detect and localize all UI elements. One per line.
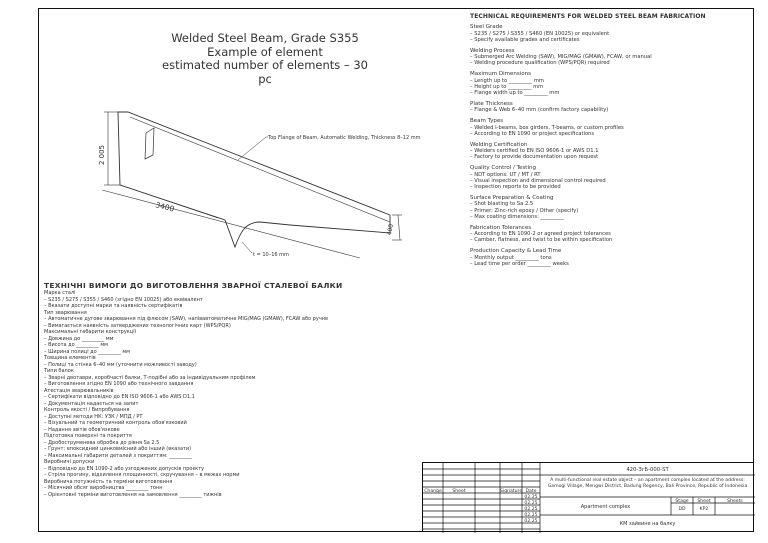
stamp-sheet-col-label: Sheet <box>452 488 466 494</box>
tech-req-item: – Factory to provide documentation upon request <box>470 154 599 161</box>
stamp-date-value: 02.25 <box>524 506 538 512</box>
ua-requirement-line: – Надання звітів обов'язкове <box>44 426 120 433</box>
flange-callout: Top Flange of Beam, Automatic Welding, Thickness 8–12 mm <box>268 135 421 141</box>
stamp-date-value: 02.25 <box>524 512 538 518</box>
ua-requirement-line: – Місячний обсяг виробництва _________ тонн <box>44 485 163 491</box>
stamp-sheet-label: Sheet <box>697 498 711 504</box>
tech-req-section-title: Beam Types <box>470 118 504 125</box>
stamp-description: A multi-functional real estate object – an apartment complex located at the address: Gamogi Village, Mengwi District, Badung Regency, Bali Province, Republic of Indonesia <box>547 478 748 489</box>
tech-req-item: – Length up to _________ mm <box>470 77 544 84</box>
tech-req-section <box>470 118 750 137</box>
ua-requirement-line: – Зварні двотаври, коробчасті балки, Т-подібні або за індивідуальним профілем <box>44 374 256 381</box>
tech-req-item: – Welding procedure qualification (WPS/PQR) required <box>470 60 610 67</box>
stamp-signature-label: Signature <box>500 488 523 494</box>
tech-req-section <box>470 24 750 43</box>
ua-requirement-line: – Ширина полиці до _________ мм <box>44 348 130 355</box>
tech-req-item: – S235 / S275 / S355 / S460 (EN 10025) or equivalent <box>470 30 610 37</box>
technical-requirements-ua <box>44 281 414 498</box>
title-line-2: Example of element <box>207 44 323 59</box>
tech-req-item: – Submerged Arc Welding (SAW), MIG/MAG (GMAW), FCAW, or manual <box>470 54 652 61</box>
ua-requirement-line: Підготовка поверхні та покриття <box>44 433 132 439</box>
tech-req-section-title: Production Capacity & Lead Time <box>470 248 562 255</box>
tech-req-item: – Inspection reports to be provided <box>470 184 561 191</box>
technical-requirements-en <box>470 14 750 272</box>
stamp-stage-value: DD <box>678 506 686 512</box>
ua-requirement-line: – Сертифікати відповідно до EN ISO 9606-1 або AWS D1.1 <box>44 394 195 400</box>
beam-drawing <box>90 95 460 270</box>
tech-req-section-title: Steel Grade <box>470 24 503 31</box>
tech-req-section-title: Quality Control / Testing <box>470 165 536 172</box>
ua-requirement-line: – Виготовлення згідно EN 1090 або технічного завдання <box>44 381 194 387</box>
tech-req-section-title: Plate Thickness <box>470 101 513 108</box>
tech-req-section-title: Welding Process <box>470 47 515 54</box>
ua-requirement-line: – Автоматичне дугове зварювання під флюсом (SAW), напівавтоматичне MIG/MAG (GMAW), FCAW або ручне <box>44 316 329 322</box>
ua-requirement-line: – Документація надається на запит <box>44 400 139 407</box>
ua-requirement-line: – Ґрунт: епоксидний цинковмісний або інший (вказати) <box>44 446 192 452</box>
ua-requirement-line: Товщина елементів <box>44 355 96 361</box>
stamp-date-value: 02.25 <box>524 518 538 524</box>
stamp-change-label: Change <box>424 488 442 494</box>
tech-req-section-title: Maximum Dimensions <box>470 71 531 78</box>
stamp-date-value: 02.25 <box>524 494 538 500</box>
title-line-1: Welded Steel Beam, Grade S355 <box>171 31 359 45</box>
flange-edge <box>120 185 218 218</box>
tech-req-item: – Flange & Web 6–40 mm (confirm factory capability) <box>470 107 609 114</box>
tech-req-item: – Welded I-beams, box girders, T-beams, or custom profiles <box>470 124 624 131</box>
tech-req-item: – Specify available grades and certificates <box>470 36 580 43</box>
ua-requirement-line: Тип зварювання <box>44 309 87 316</box>
ua-requirement-line: – Відповідно до EN 1090-2 або узгоджених допусків проєкту <box>44 465 205 472</box>
dim-height-label: 2 005 <box>98 144 106 166</box>
stamp-sheets-label: Sheets <box>727 498 743 504</box>
web-opening <box>145 128 154 159</box>
tech-req-item: – Flange width up to _________ mm <box>470 90 560 97</box>
ua-requirement-line: – Візуальний та геометричний контроль обов'язковий <box>44 420 187 426</box>
tech-req-section <box>470 195 750 220</box>
drawing-title <box>160 32 370 86</box>
title-block-stamp <box>422 462 754 532</box>
tech-req-item: – NDT options: UT / MT / RT <box>470 171 541 178</box>
tech-req-section <box>470 142 750 161</box>
tech-req-item: – According to EN 1090-2 or agreed project tolerances <box>470 231 611 238</box>
tech-req-section <box>470 225 750 244</box>
stamp-object-name: Apartment complex <box>580 504 631 510</box>
tech-req-section-title: Surface Preparation & Coating <box>470 194 554 201</box>
stamp-date-value: 02.25 <box>524 500 538 506</box>
ua-requirement-line: – S235 / S275 / S355 / S460 (згідно EN 10025) або еквівалент <box>44 296 203 303</box>
ua-requirement-line: – Вимагається наявність затверджених технологічних карт (WPS/PQR) <box>44 322 231 329</box>
tech-req-heading: TECHNICAL REQUIREMENTS FOR WELDED STEEL BEAM FABRICATION <box>470 13 706 20</box>
stamp-stage-label: Stage <box>675 498 689 504</box>
ua-requirement-line: – Полиці та стінка 6–40 мм (уточнити можливості заводу) <box>44 361 197 368</box>
stamp-sheet-title: КМ зайвине на балку <box>619 521 676 527</box>
ua-requirement-line: Максимальні габарити конструкції <box>44 329 136 335</box>
tech-req-section <box>470 48 750 67</box>
ua-requirement-line: Марка сталі <box>44 290 76 296</box>
tech-req-item: – Height up to _________ mm <box>470 83 544 90</box>
ua-requirement-line: Виробнича потужність та терміни виготовлення <box>44 478 173 485</box>
thickness-callout: t = 10–16 mm <box>253 252 289 258</box>
tech-req-section <box>470 71 750 96</box>
ua-requirement-line: Контроль якості / Випробування <box>44 407 130 413</box>
title-line-3: estimated number of elements – 30 pc <box>162 58 368 86</box>
beam-outline <box>118 112 390 247</box>
tech-req-item: – Shot blasting to Sa 2.5 <box>470 201 534 208</box>
tech-req-item: – Visual inspection and dimensional control required <box>470 177 606 184</box>
tech-req-item: – Welders certified to EN ISO 9606-1 or AWS D1.1 <box>470 148 599 155</box>
tech-req-section <box>470 248 750 267</box>
tech-req-section-title: Fabrication Tolerances <box>470 224 532 231</box>
dim-length-label: 3400 <box>154 200 176 214</box>
ua-requirement-line: Типи балок <box>44 368 74 374</box>
ua-requirement-line: – Доступні методи НК: УЗК / МПД / РТ <box>44 413 143 420</box>
tech-req-item: – According to EN 1090 or project specifications <box>470 130 595 137</box>
ua-requirement-line: – Стріла прогину, відхилення площинності, скручування – в межах норми <box>44 472 240 478</box>
ua-requirement-line: – Орієнтовні терміни виготовлення на замовлення _________ тижнів <box>44 491 222 498</box>
tech-req-item: – Max coating dimensions: _________ <box>470 213 564 220</box>
ua-requirement-line: – Максимальні габарити деталей з покриттям: _________ <box>44 452 192 459</box>
tech-req-item: – Camber, flatness, and twist to be within specification <box>470 237 613 244</box>
tech-req-section <box>470 165 750 190</box>
ua-heading: ТЕХНІЧНІ ВИМОГИ ДО ВИГОТОВЛЕННЯ ЗВАРНОЇ СТАЛЕВОЇ БАЛКИ <box>44 281 343 290</box>
ua-requirement-line: – Дробоструменева обробка до рівня Sa 2.5 <box>44 439 160 446</box>
tech-req-item: – Lead time per order _________ weeks <box>470 260 569 267</box>
ua-requirement-line: Виробничі допуски <box>44 459 95 465</box>
tech-req-item: – Primer: Zinc-rich epoxy / Other (specify) <box>470 207 579 214</box>
tech-req-section <box>470 101 750 114</box>
ua-requirement-line: Атестація зварювальників <box>44 387 114 394</box>
ua-requirement-line: – Вказати доступні марки та наявність сертифікатів <box>44 303 183 309</box>
stamp-sheet-value: KP2 <box>699 506 709 512</box>
tech-req-item: – Monthly output _________ tons <box>470 254 552 261</box>
stamp-code: 420-ЗгБ-000-ST <box>626 467 669 473</box>
tech-req-section-title: Welding Certification <box>470 141 528 148</box>
ua-requirement-line: – Висота до _________ мм <box>44 342 108 348</box>
stamp-date-label: Date <box>525 488 537 494</box>
ua-requirement-line: – Довжина до _________ мм <box>44 335 114 342</box>
dim-end-label: 400 <box>386 223 395 236</box>
